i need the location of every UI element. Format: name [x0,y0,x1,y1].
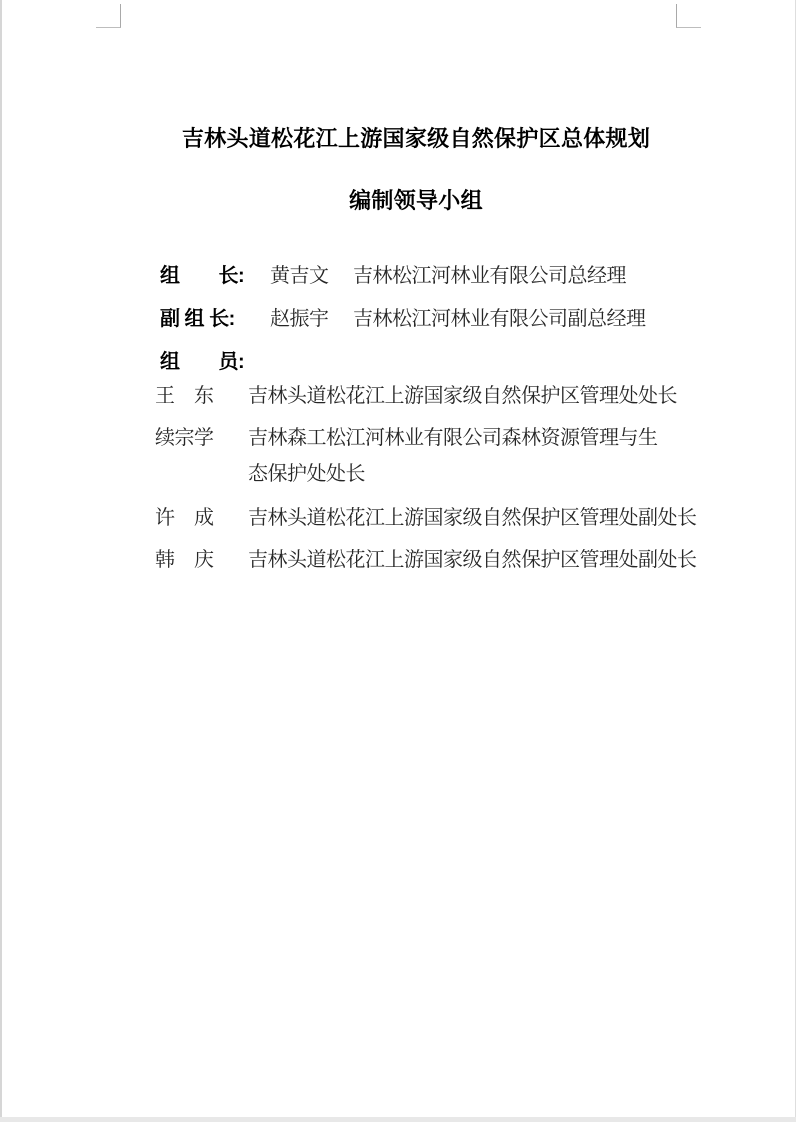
member-row [155,378,712,414]
member-position [248,542,697,578]
member-name: 王 东 [155,385,214,407]
page-bottom-edge [0,1117,796,1122]
position-line: 吉林头道松花江上游国家级自然保护区管理处副处长 [248,507,697,529]
member-row [155,420,712,492]
position-line: 吉林头道松花江上游国家级自然保护区管理处副处长 [248,549,697,571]
member-name: 韩 庆 [155,549,214,571]
position-line: 态保护处处长 [248,463,365,485]
person-position: 吉林松江河林业有限公司副总经理 [353,308,646,330]
position-line: 吉林头道松花江上游国家级自然保护区管理处处长 [248,385,677,407]
member-position [248,378,677,414]
member-row [155,542,712,578]
member-name: 续宗学 [155,427,214,449]
margin-corner-mark-top-left-icon [96,4,121,28]
member-list [120,378,712,578]
margin-corner-mark-top-right-icon [676,4,701,28]
role-label: 组 员: [160,351,245,373]
member-name: 许 成 [155,507,214,529]
document-content [120,124,712,578]
person-position: 吉林松江河林业有限公司总经理 [353,265,626,287]
member-position [248,420,658,492]
member-row [155,500,712,536]
person-name: 赵振宇 [270,308,329,330]
leader-row-chief [160,265,712,287]
person-name: 黄吉文 [270,265,329,287]
document-title: 吉林头道松花江上游国家级自然保护区总体规划 [181,126,651,151]
member-position [248,500,697,536]
page-left-edge [0,0,2,1122]
role-label: 组 长: [160,265,245,287]
leadership-list [120,265,712,373]
person-name [270,351,353,373]
position-line: 吉林森工松江河林业有限公司森林资源管理与生 [248,427,658,449]
document-subtitle: 编制领导小组 [349,188,483,213]
leader-row-deputy [160,308,712,330]
role-label: 副 组 长: [160,308,235,330]
leader-row-members-heading [160,351,712,373]
